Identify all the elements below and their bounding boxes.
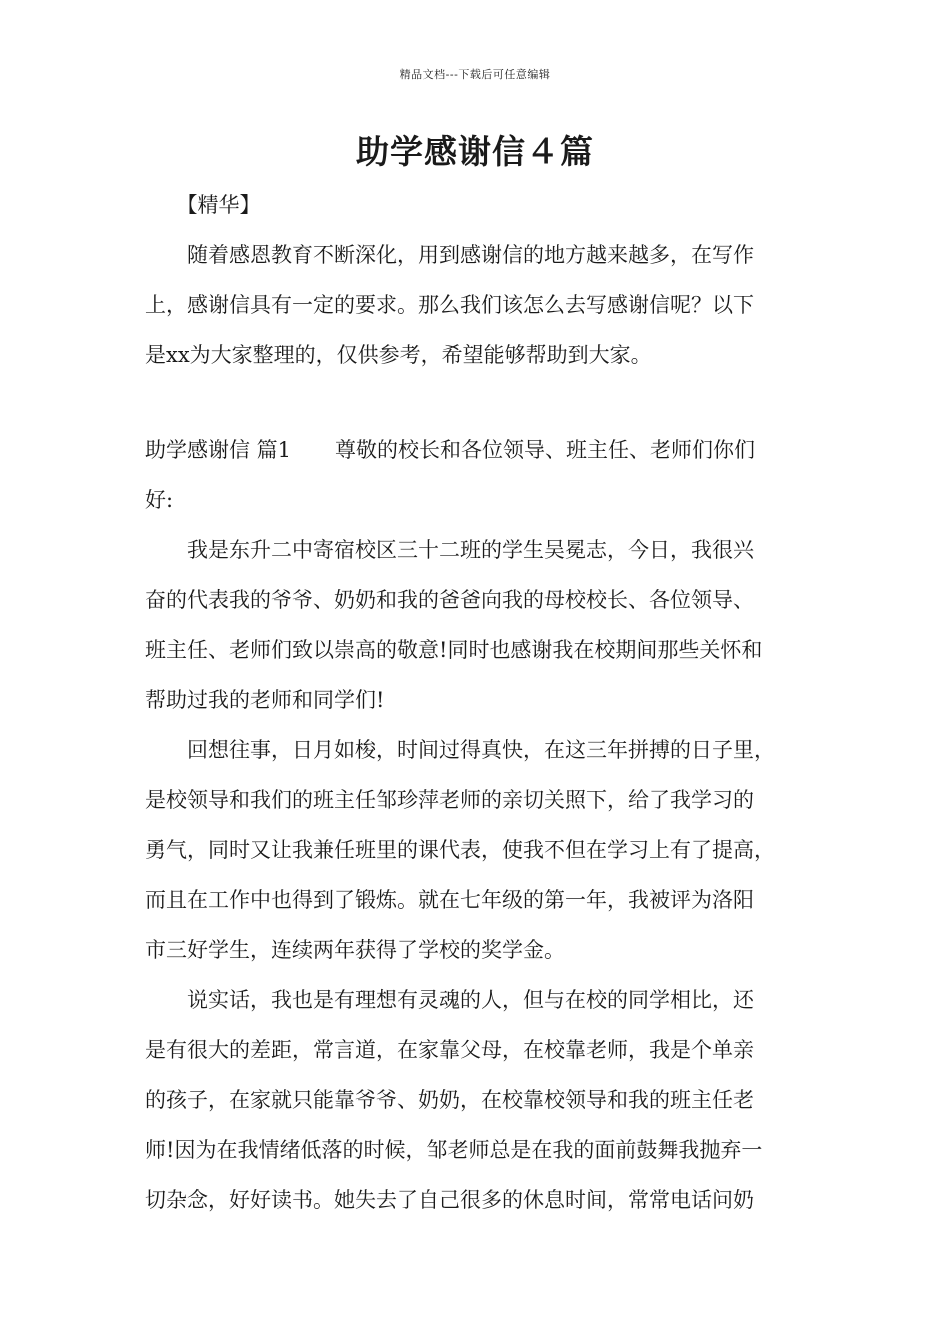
body-line: 是有很大的差距，常言道，在家靠父母，在校靠老师，我是个单亲 [145,1038,754,1062]
intro-line: 随着感恩教育不断深化，用到感谢信的地方越来越多，在写作 [145,243,754,267]
body-line: 说实话，我也是有理想有灵魂的人，但与在校的同学相比，还 [145,988,754,1012]
section-heading-line [145,425,805,475]
section-heading: 助学感谢信 篇1 [145,438,292,462]
body-line: 师!因为在我情绪低落的时候，邹老师总是在我的面前鼓舞我抛弃一 [145,1138,763,1162]
header-note: 精品文档---下载后可任意编辑 [399,68,551,81]
body-line: 勇气，同时又让我兼任班里的课代表，使我不但在学习上有了提高， [145,838,775,862]
intro-line: 上，感谢信具有一定的要求。那么我们该怎么去写感谢信呢？以下 [145,293,754,317]
document-body [145,180,805,1225]
intro-line: 是xx为大家整理的，仅供参考，希望能够帮助到大家。 [145,343,652,367]
body-line: 而且在工作中也得到了锻炼。就在七年级的第一年，我被评为洛阳 [145,888,754,912]
body-line: 我是东升二中寄宿校区三十二班的学生吴冕志，今日，我很兴 [145,538,754,562]
document-title: 助学感谢信４篇 [356,132,594,171]
salutation-end: 好: [145,488,174,512]
paragraph-gap [145,380,805,425]
body-line: 是校领导和我们的班主任邹珍萍老师的亲切关照下，给了我学习的 [145,788,754,812]
body-line: 市三好学生，连续两年获得了学校的奖学金。 [145,938,565,962]
salutation: 尊敬的校长和各位领导、班主任、老师们你们 [335,438,756,462]
body-line: 回想往事，日月如梭，时间过得真快，在这三年拼搏的日子里， [145,738,775,762]
tag-line [145,180,805,230]
body-line: 班主任、老师们致以崇高的敬意!同时也感谢我在校期间那些关怀和 [145,638,763,662]
essence-tag: 【精华】 [187,193,261,217]
body-line: 奋的代表我的爷爷、奶奶和我的爸爸向我的母校校长、各位领导、 [145,588,754,612]
body-line: 切杂念，好好读书。她失去了自己很多的休息时间，常常电话问奶 [145,1188,754,1212]
body-line: 的孩子，在家就只能靠爷爷、奶奶，在校靠校领导和我的班主任老 [145,1088,754,1112]
body-line: 帮助过我的老师和同学们! [145,688,385,712]
